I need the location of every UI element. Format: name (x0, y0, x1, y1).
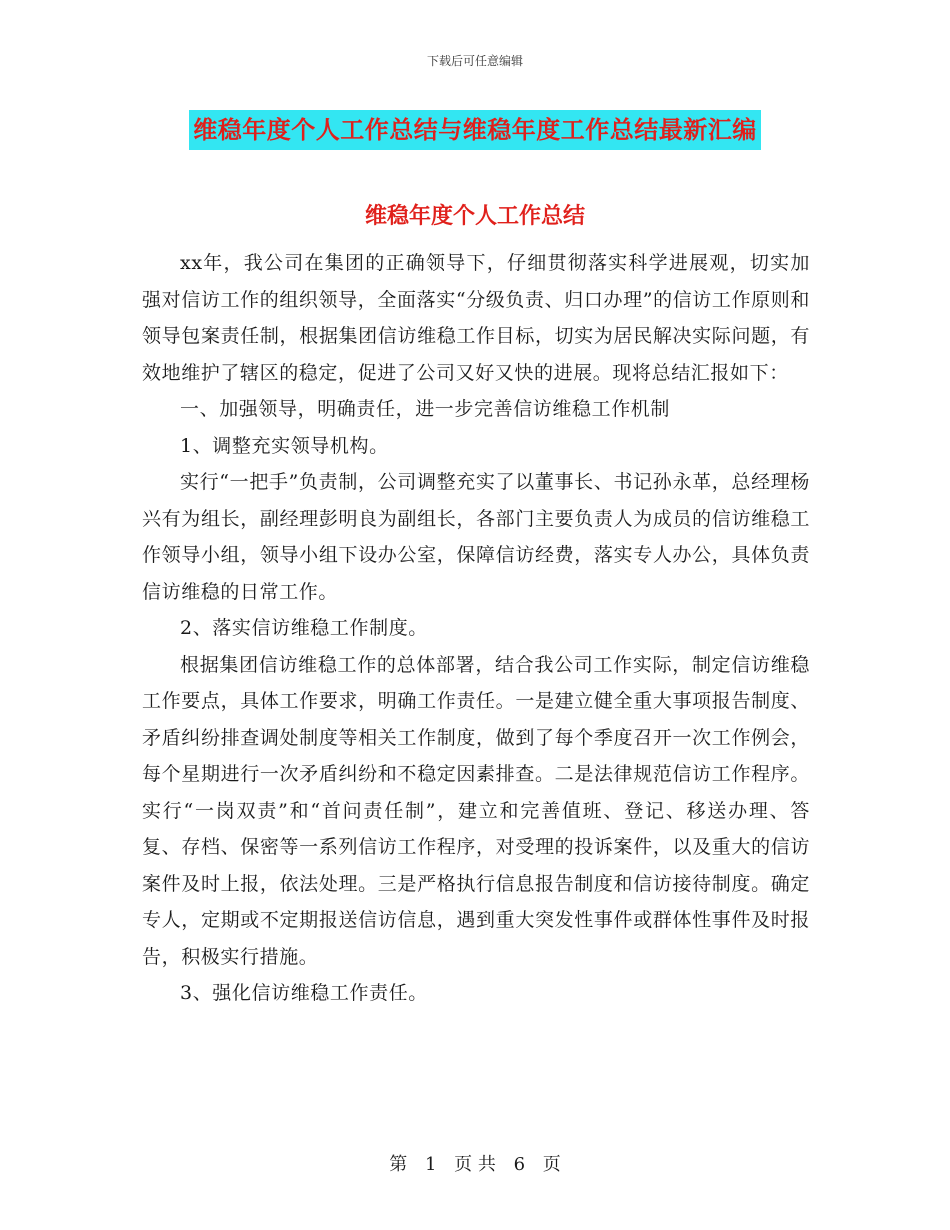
footer-suffix: 页 (542, 1154, 561, 1175)
footer-prefix: 第 (389, 1154, 408, 1175)
footer-middle: 页 共 (454, 1154, 496, 1175)
footer-page-number: 1 (424, 1154, 437, 1175)
document-body (142, 245, 810, 1012)
footer-total-pages: 6 (513, 1154, 526, 1175)
main-title: 维稳年度个人工作总结与维稳年度工作总结最新汇编 (189, 110, 761, 150)
header-note: 下载后可任意编辑 (426, 54, 523, 68)
heading-section-1: 一、加强领导，明确责任，进一步完善信访维稳工作机制 (180, 398, 671, 420)
main-title-wrap (0, 110, 950, 150)
paragraph-item-1: 实行“一把手”负责制，公司调整充实了以董事长、书记孙永革，总经理杨兴有为组长，副经理彭明良为副组长，各部门主要负责人为成员的信访维稳工作领导小组，领导小组下设办公室，保障信访经费，落实专人办公，具体负责信访维稳的日常工作。 (142, 471, 810, 603)
section-title: 维稳年度个人工作总结 (364, 204, 585, 229)
page-footer (0, 1150, 950, 1176)
paragraph-intro: xx年，我公司在集团的正确领导下，仔细贯彻落实科学进展观，切实加强对信访工作的组织领导，全面落实“分级负责、归口办理”的信访工作原则和领导包案责任制，根据集团信访维稳工作目标，切实为居民解决实际问题，有效地维护了辖区的稳定，促进了公司又好又快的进展。现将总结汇报如下： (142, 252, 810, 384)
heading-item-1: 1、调整充实领导机构。 (180, 434, 389, 457)
heading-item-2: 2、落实信访维稳工作制度。 (180, 617, 428, 639)
paragraph-item-2: 根据集团信访维稳工作的总体部署，结合我公司工作实际，制定信访维稳工作要点，具体工作要求，明确工作责任。一是建立健全重大事项报告制度、矛盾纠纷排查调处制度等相关工作制度，做到了每个季度召开一次工作例会，每个星期进行一次矛盾纠纷和不稳定因素排查。二是法律规范信访工作程序。实行“一岗双责”和“首问责任制”，建立和完善值班、登记、移送办理、答复、存档、保密等一系列信访工作程序，对受理的投诉案件，以及重大的信访案件及时上报，依法处理。三是严格执行信息报告制度和信访接待制度。确定专人，定期或不定期报送信访信息，遇到重大突发性事件或群体性事件及时报告，积极实行措施。 (142, 653, 810, 968)
heading-item-3: 3、强化信访维稳工作责任。 (180, 982, 428, 1004)
